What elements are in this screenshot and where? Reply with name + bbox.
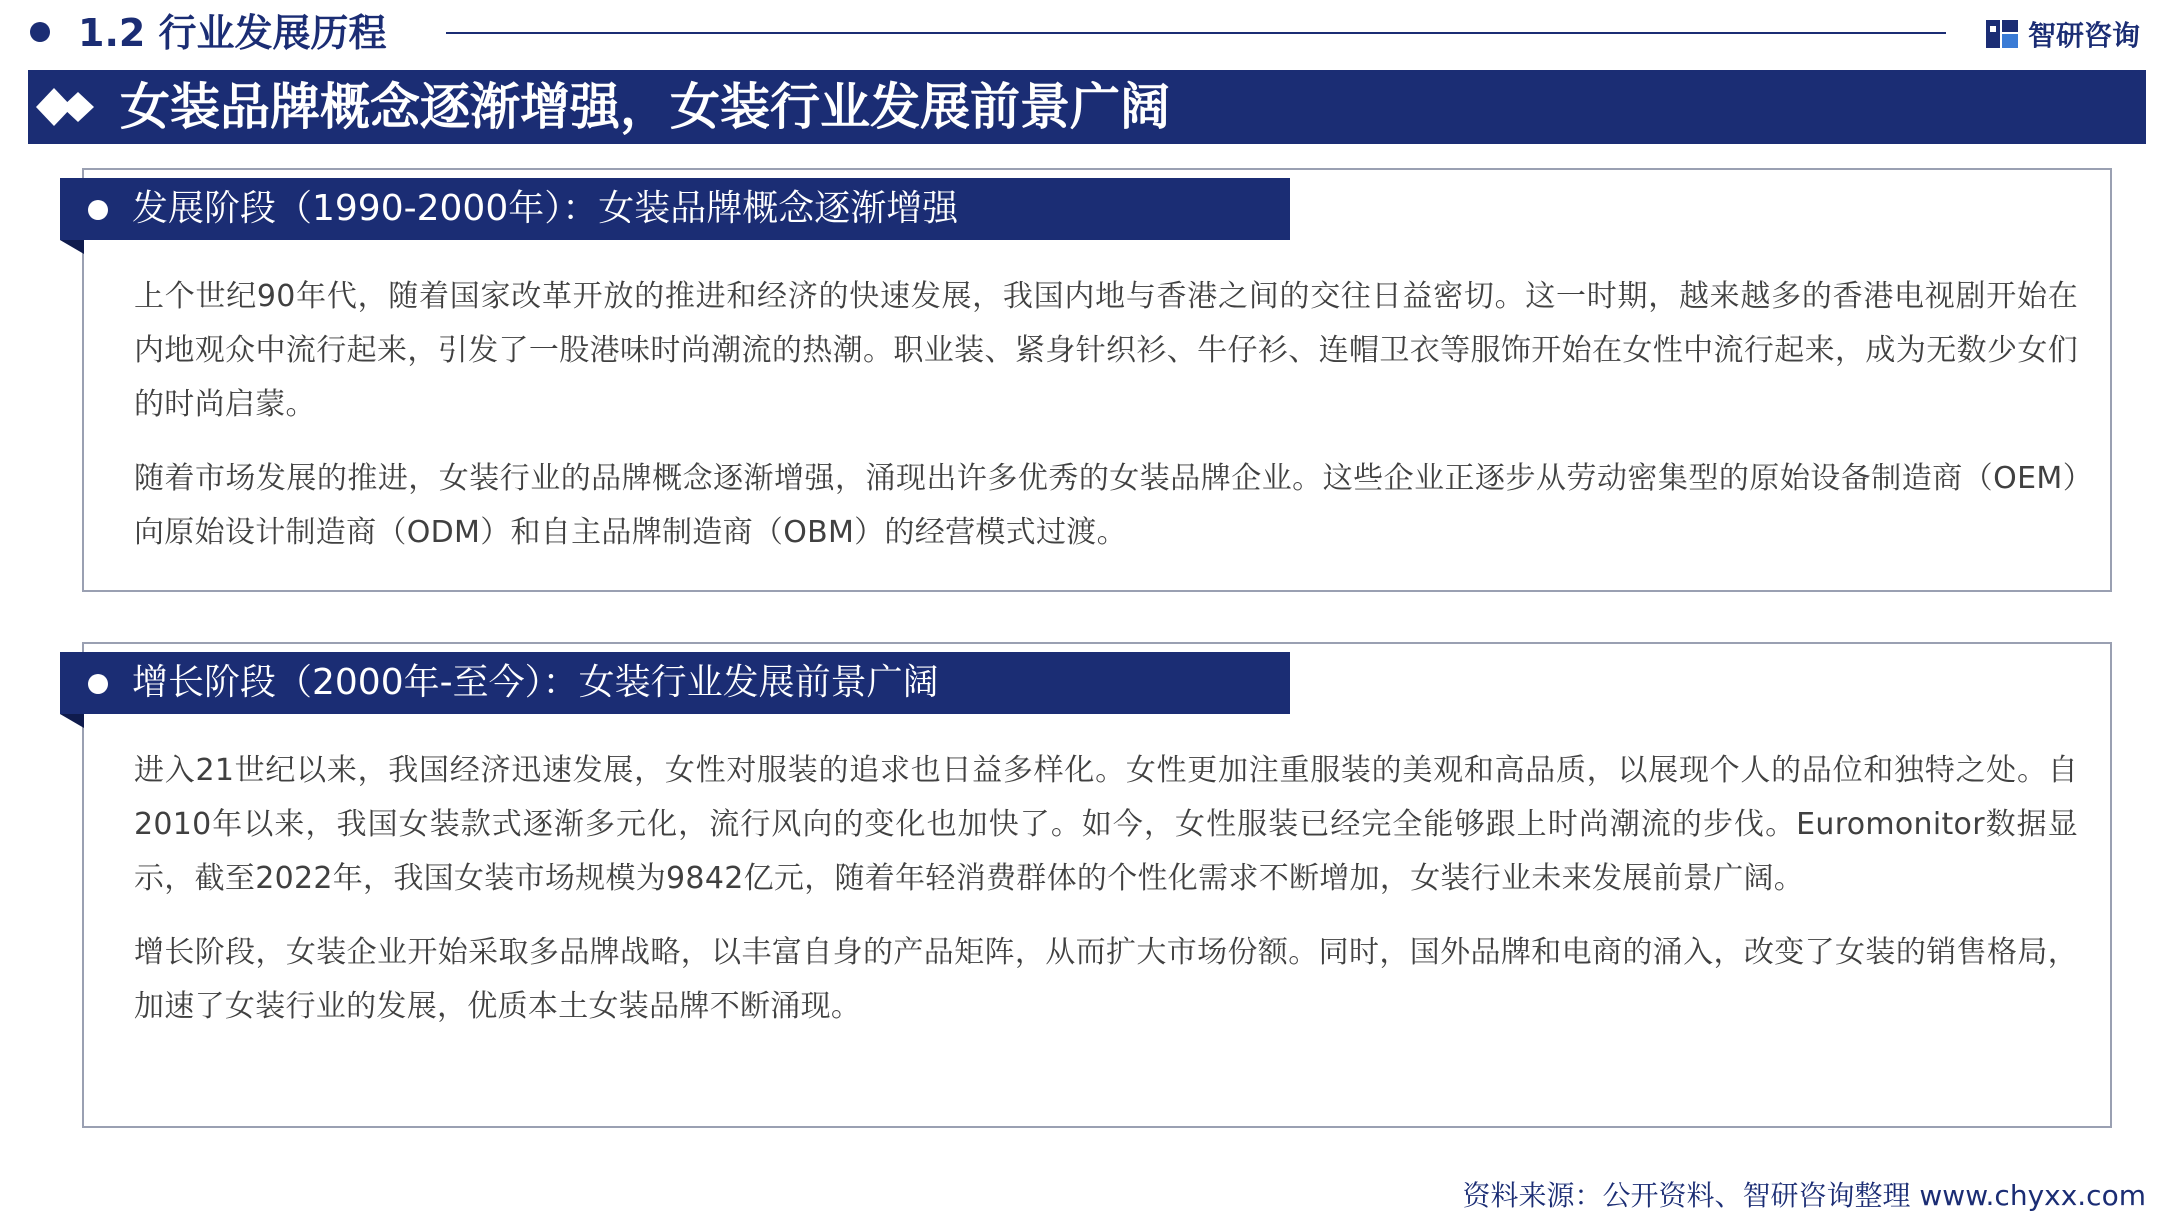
section-body bbox=[134, 270, 2078, 580]
main-banner bbox=[28, 70, 2146, 144]
section-title: 发展阶段（1990-2000年）：女装品牌概念逐渐增强 bbox=[132, 188, 959, 229]
paragraph: 进入21世纪以来，我国经济迅速发展，女性对服装的追求也日益多样化。女性更加注重服装的美观和高品质，以展现个人的品位和独特之处。自2010年以来，我国女装款式逐渐多元化，流行风向的变化也加快了。如今，女性服装已经完全能够跟上时尚潮流的步伐。Euromonitor数据显示，截至2022年，我国女装市场规模为9842亿元，随着年轻消费群体的个性化需求不断增加，女装行业未来发展前景广阔。 bbox=[134, 753, 2078, 896]
section-tab bbox=[60, 652, 1290, 714]
section-bullet-icon bbox=[30, 22, 50, 42]
top-bar bbox=[0, 0, 2160, 66]
tab-bullet-icon bbox=[88, 674, 108, 694]
paragraph: 上个世纪90年代，随着国家改革开放的推进和经济的快速发展，我国内地与香港之间的交往日益密切。这一时期，越来越多的香港电视剧开始在内地观众中流行起来，引发了一股港味时尚潮流的热潮。职业装、紧身针织衫、牛仔衫、连帽卫衣等服饰开始在女性中流行起来，成为无数少女们的时尚启蒙。 bbox=[134, 279, 2078, 422]
brand-logo bbox=[1984, 14, 2140, 54]
paragraph: 随着市场发展的推进，女装行业的品牌概念逐渐增强，涌现出许多优秀的女装品牌企业。这些企业正逐步从劳动密集型的原始设备制造商（OEM）向原始设计制造商（ODM）和自主品牌制造商（OBM）的经营模式过渡。 bbox=[134, 461, 2078, 550]
banner-title: 女装品牌概念逐渐增强，女装行业发展前景广阔 bbox=[120, 78, 1170, 136]
paragraph: 增长阶段，女装企业开始采取多品牌战略，以丰富自身的产品矩阵，从而扩大市场份额。同时，国外品牌和电商的涌入，改变了女装的销售格局，加速了女装行业的发展，优质本土女装品牌不断涌现。 bbox=[134, 935, 2078, 1024]
brand-name: 智研咨询 bbox=[2027, 19, 2140, 52]
section-label: 1.2 行业发展历程 bbox=[78, 11, 387, 55]
header-rule bbox=[446, 32, 1946, 34]
section-body bbox=[134, 744, 2078, 1054]
tab-bullet-icon bbox=[88, 200, 108, 220]
section-card-growth bbox=[82, 642, 2112, 1128]
brand-logo-icon bbox=[1984, 16, 2020, 52]
section-card-development bbox=[82, 168, 2112, 592]
section-tab bbox=[60, 178, 1290, 240]
double-diamond-icon bbox=[36, 86, 108, 128]
section-title: 增长阶段（2000年-至今）：女装行业发展前景广阔 bbox=[132, 662, 939, 703]
source-note: 资料来源：公开资料、智研咨询整理 www.chyxx.com bbox=[1462, 1179, 2146, 1212]
